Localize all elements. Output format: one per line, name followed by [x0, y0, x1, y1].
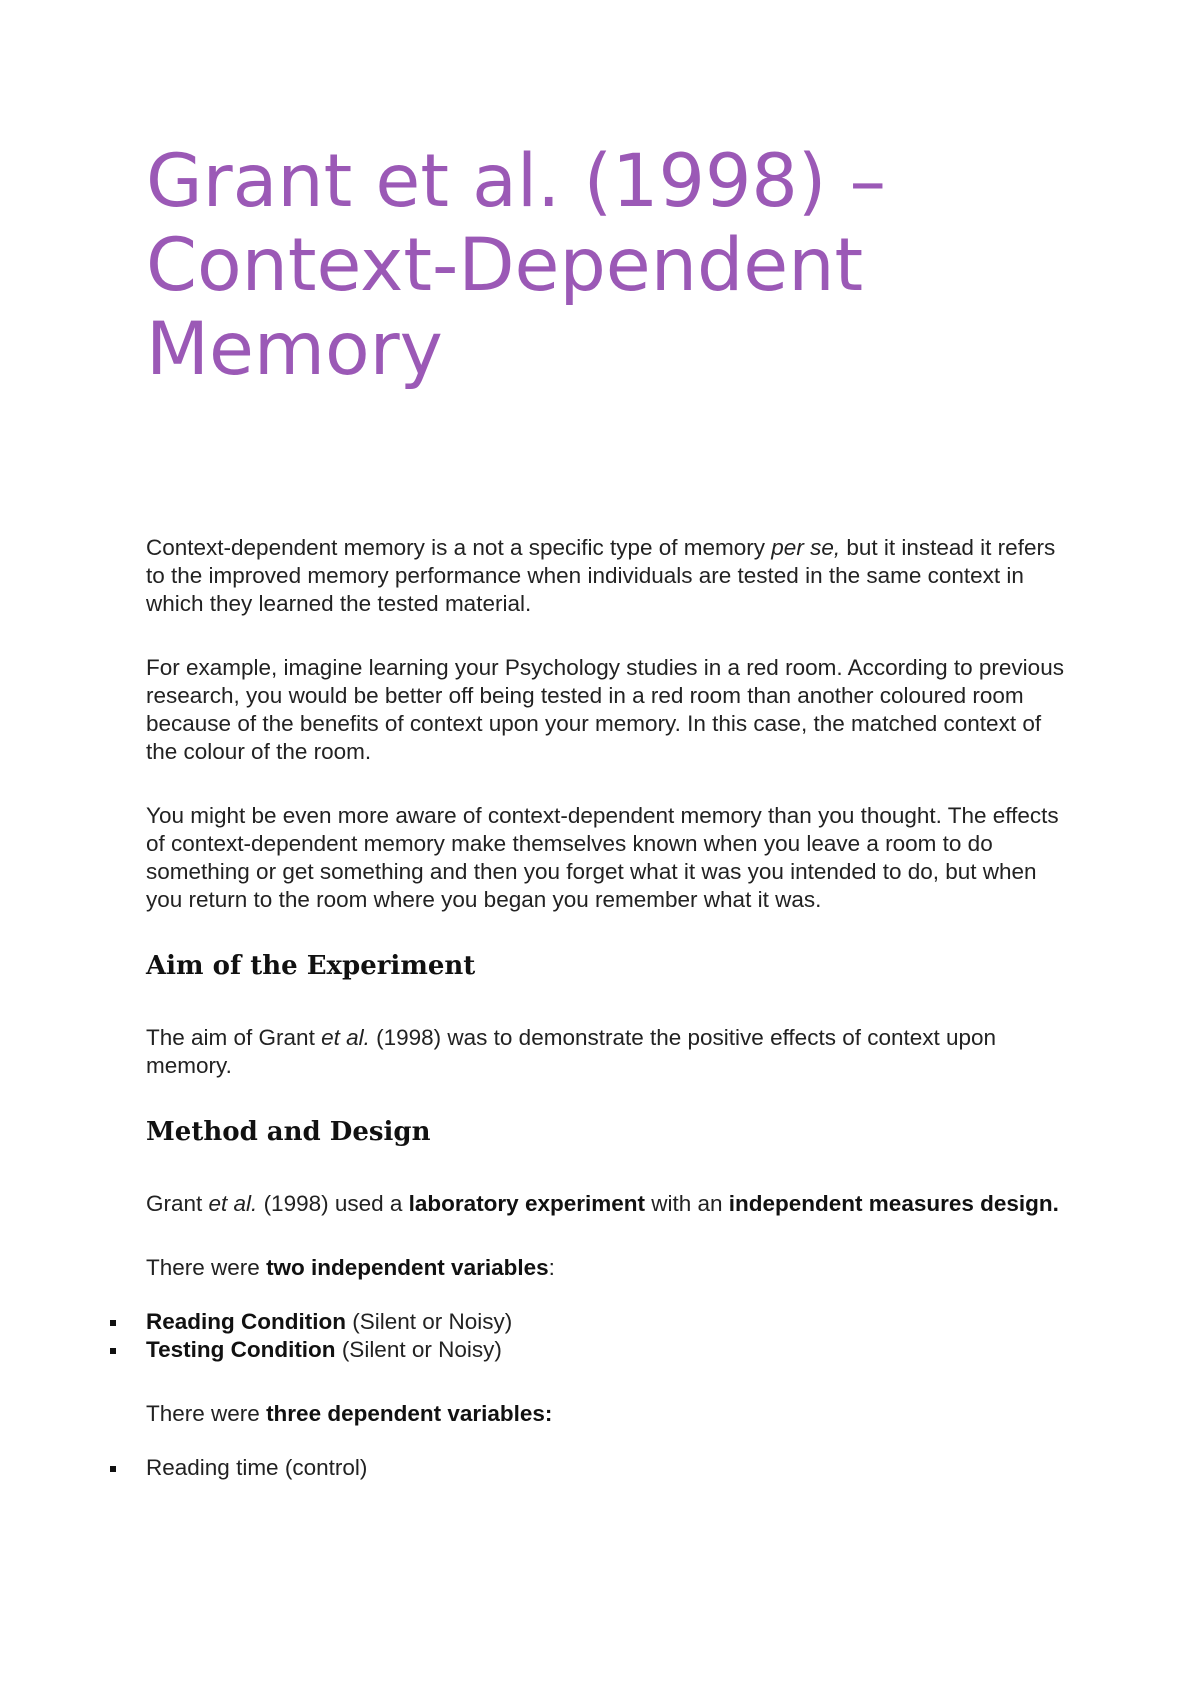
aim-text: The aim of Grant	[146, 1025, 322, 1050]
aim-italic: et al.	[321, 1025, 370, 1050]
method-bold-2: independent measures design.	[728, 1191, 1059, 1216]
method-text-3: with an	[645, 1191, 729, 1216]
document-title	[146, 140, 1066, 392]
iv-intro-text: There were	[146, 1255, 267, 1280]
iv-label: Testing Condition	[146, 1337, 336, 1362]
document-content	[146, 140, 1066, 1518]
bullet-icon	[110, 1348, 116, 1354]
method-heading: Method and Design	[146, 1117, 431, 1147]
dv-intro-bold: three dependent variables:	[266, 1401, 553, 1426]
method-italic: et al.	[208, 1191, 258, 1216]
dv-item-text: Reading time (control)	[146, 1455, 368, 1480]
intro-p1-italic: per se,	[771, 535, 841, 560]
title-line-1: Grant et al. (1998) –	[146, 139, 887, 224]
iv-list	[146, 1308, 1066, 1364]
aim-heading: Aim of the Experiment	[146, 951, 476, 981]
intro-paragraph-2: For example, imagine learning your Psychology studies in a red room. According to previous research, you would be better off being tested in a red room than another coloured room because of the benefits of context upon your memory. In this case, the matched context of the colour of the room.	[146, 655, 1064, 764]
aim-text-end: (1998) was to demonstrate the positive effects of context upon memory.	[146, 1025, 997, 1078]
bullet-icon	[110, 1320, 116, 1326]
intro-p1-text-end: but it instead it refers to the improved memory performance when individuals are tested in the same context in which they learned the tested material.	[146, 535, 1056, 616]
dv-list	[146, 1454, 1066, 1482]
list-item	[146, 1336, 1066, 1364]
iv-intro-bold: two independent variables	[266, 1255, 549, 1280]
iv-detail: (Silent or Noisy)	[335, 1337, 502, 1362]
intro-paragraph-1	[146, 534, 1066, 618]
iv-detail: (Silent or Noisy)	[345, 1309, 513, 1334]
intro-p1-text: Context-dependent memory is a not a specific type of memory	[146, 535, 772, 560]
method-text-1: Grant	[146, 1191, 209, 1216]
aim-paragraph	[146, 1024, 1066, 1080]
dv-intro-text: There were	[146, 1401, 267, 1426]
list-item	[146, 1454, 1066, 1482]
iv-intro-colon: :	[548, 1255, 555, 1280]
iv-label: Reading Condition	[146, 1309, 346, 1334]
list-item	[146, 1308, 1066, 1336]
title-spacer	[146, 392, 1066, 534]
title-line-3: Memory	[146, 307, 443, 392]
intro-paragraph-3: You might be even more aware of context-dependent memory than you thought. The effects of context-dependent memory make themselves known when you leave a room to do something or get something and then you forget what it was you intended to do, but when you return to the room where you began you remember what it was.	[146, 803, 1059, 912]
method-bold-1: laboratory experiment	[408, 1191, 645, 1216]
iv-intro	[146, 1254, 1066, 1282]
dv-intro	[146, 1400, 1066, 1428]
bullet-icon	[110, 1466, 116, 1472]
title-line-2: Context-Dependent	[146, 223, 864, 308]
method-text-2: (1998) used a	[257, 1191, 409, 1216]
method-paragraph	[146, 1190, 1066, 1218]
